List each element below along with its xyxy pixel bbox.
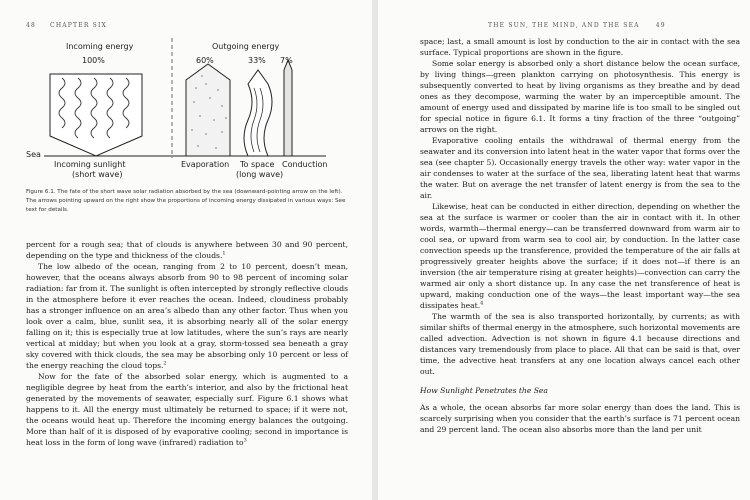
right-chapter-title: THE SUN, THE MIND, AND THE SEA bbox=[488, 22, 640, 29]
footnote-mark: 4 bbox=[480, 300, 484, 307]
outgoing-energy-label: Outgoing energy bbox=[212, 42, 280, 51]
right-page bbox=[378, 0, 750, 500]
incoming-energy-label: Incoming energy bbox=[66, 42, 134, 51]
left-paragraph-3: Now for the fate of the absorbed solar energy, which is augmented to a negligible degree by heat from the earth’s interior, and also by the frictional heat generated by the movements of seawater, especially surf. Figure 6.1 shows what happens to it. All the energy must ultimately be returned to space; if it were not, the oceans would heat up. Therefore the incoming energy balances the outgoing. More than half of it is disposed of by evaporative cooling; second in importance is heat loss in the form of long wave (infrared) radiation $to^3$ bbox=[26, 372, 348, 447]
evaporation-percent: 60% bbox=[196, 56, 214, 65]
conduction-arrow bbox=[284, 60, 292, 156]
right-paragraph-1: space; last, a small amount is lost by conduction to the air in contact with the sea surface. Typical proportions are shown in the figure. bbox=[420, 37, 740, 57]
right-body-text bbox=[420, 36, 740, 435]
left-paragraph-2: The low albedo of the ocean, ranging from 2 to 10 percent, doesn’t mean, however, that the oceans always absorb from 90 to 98 percent of incoming solar radiation: far from it. The sunlight is often intercepted by strongly reflective clouds in the atmosphere before it ever reaches the ocean. Indeed, cloudiness probably has a stronger influence on an area’s albedo than any other factor. Thus when you look over a calm, blue, sunlit sea, it is absorbing nearly all of the solar energy falling on it; this is especially true at low latitudes, where the sun’s rays are nearly vertical at midday; but when you look at a gray, storm-tossed sea beneath a gray sky covered with thick clouds, the sea may be absorbing only 10 percent or less of the energy reaching the cloud tops.$^2$ bbox=[26, 262, 348, 370]
footnote-mark: 3 bbox=[243, 437, 247, 444]
footnote-mark: 2 bbox=[163, 360, 167, 367]
right-paragraph-5: The warmth of the sea is also transported horizontally, by currents; as with similar shifts of thermal energy in the atmosphere, such horizontal movements are called advection. Advection is not shown in figure 4.1 because directions and distances vary tremendously from place to place. All that can be said is that, over time, the advective heat transfers at any one location always cancel each other out. bbox=[420, 312, 740, 376]
space-percent: 33% bbox=[248, 56, 266, 65]
left-page-number: 48 bbox=[26, 22, 37, 29]
left-chapter-title: CHAPTER SIX bbox=[50, 22, 107, 29]
section-subheading: How Sunlight Penetrates the Sea bbox=[420, 386, 548, 395]
footnote-mark: 1 bbox=[222, 250, 226, 257]
right-running-head bbox=[488, 22, 666, 29]
left-paragraph-1: percent for a rough sea; that of clouds is anywhere between 30 and 90 percent, depending on the type and thickness of the clouds.$^1$ bbox=[26, 240, 348, 260]
evaporation-arrow bbox=[186, 64, 230, 156]
right-paragraph-4: Likewise, heat can be conducted in either direction, depending on whether the sea at the surface is warmer or cooler than the air in contact with it. In other words, warmth—thermal energy—can be transferred downward from warm air to cool sea, or upward from warm sea to cool air, by conduction. In the latter case convection speeds up the transference, provided the temperature of the air falls at progressively greater heights above the surface; if it does not—if there is an inversion (the air temperature rising at greater heights)—convection can carry the warmed air only a short distance up. In any case the net transference of heat is upward, making conduction one of the ways—the least important way—the sea dissipates heat.$^4$ bbox=[420, 202, 740, 310]
left-running-head bbox=[26, 22, 107, 29]
conduction-label: Conduction bbox=[282, 160, 328, 169]
conduction-percent: 7% bbox=[280, 56, 293, 65]
incoming-sunlight-label: Incoming sunlight bbox=[54, 160, 126, 169]
long-wave-label: (long wave) bbox=[236, 170, 284, 179]
left-body-text bbox=[26, 239, 348, 448]
to-space-label: To space bbox=[240, 160, 275, 169]
right-paragraph-3: Evaporative cooling entails the withdrawal of thermal energy from the seawater and its conversion into latent heat in the water vapor that forms over the sea (see chapter 5). Occasionally energy travels the other way: water vapor in the air condenses to water at the surface of the sea, liberating latent heat that warms the water. But on average the net transfer of latent energy is from the sea to the air. bbox=[420, 136, 740, 200]
sea-label: Sea bbox=[26, 150, 41, 159]
left-page bbox=[0, 0, 372, 500]
right-paragraph-2: Some solar energy is absorbed only a short distance below the ocean surface, by living things—green plankton carrying on photosynthesis. This energy is subsequently converted to heat by living organisms as they breathe and by dead ones as they decompose, warming the water by an imperceptible amount. The amount of energy used and dissipated by marine life is too small to be singled out for special notice in figure 6.1. It forms a tiny fraction of the three “outgoing” arrows on the right. bbox=[420, 59, 740, 134]
incoming-percent: 100% bbox=[82, 56, 105, 65]
evaporation-label: Evaporation bbox=[181, 160, 230, 169]
right-page-number: 49 bbox=[655, 22, 666, 29]
short-wave-label: (short wave) bbox=[72, 170, 123, 179]
figure-caption: Figure 6.1. The fate of the short wave solar radiation absorbed by the sea (downward-pointing arrow on the left). The arrows pointing upward on the right show the proportions of incoming energy dissipated in various ways: See text for details. bbox=[26, 189, 346, 214]
right-paragraph-6: As a whole, the ocean absorbs far more solar energy than does the land. This is scarcely surprising when you consider that the earth’s surface is 71 percent ocean and 29 percent land. The ocean also absorbs more than the land per unit bbox=[420, 403, 740, 434]
space-arrow bbox=[244, 70, 272, 156]
figure-6-1 bbox=[26, 36, 356, 186]
